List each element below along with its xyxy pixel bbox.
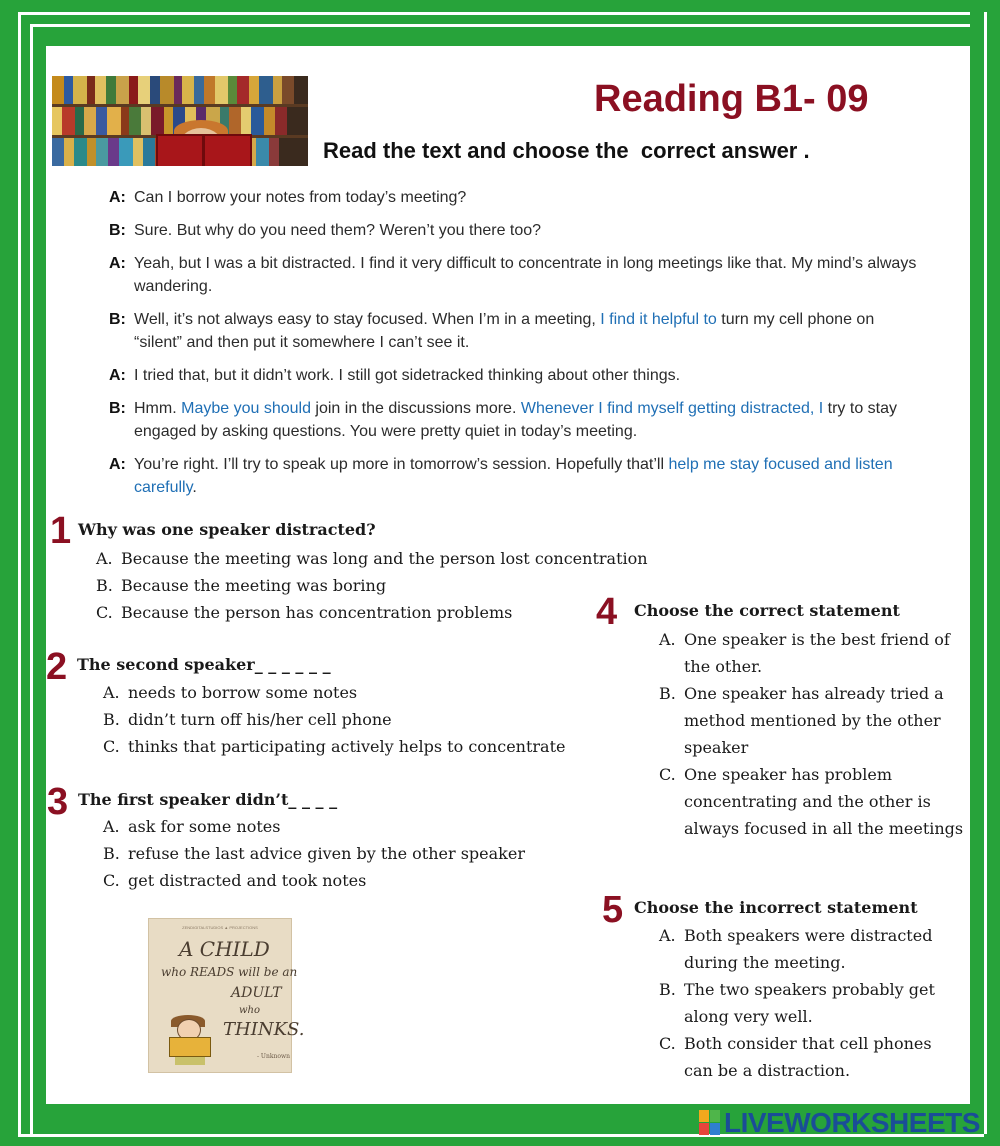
frame-top-bar xyxy=(0,0,1000,46)
option-text: didn’t turn off his/her cell phone xyxy=(128,710,392,729)
poster-line5: THINKS. xyxy=(223,1019,305,1040)
red-book xyxy=(156,134,252,166)
dialogue-fragment: . xyxy=(192,479,197,496)
poster-small-text: ZENDIGITALSTUDIOS ▲ PROJECTIONS xyxy=(182,925,258,930)
dialogue-line xyxy=(109,308,919,354)
dialogue-fragment: Sure. But why do you need them? Weren’t you there too? xyxy=(134,222,542,239)
option-text: Both consider that cell phones can be a distraction. xyxy=(684,1034,932,1080)
dialogue-fragment: I tried that, but it didn’t work. I still got sidetracked thinking about other things. xyxy=(134,367,681,384)
answer-option[interactable] xyxy=(103,706,623,733)
answer-option[interactable] xyxy=(659,976,949,1030)
frame-left-bar xyxy=(0,0,46,1146)
dialogue-line xyxy=(109,252,919,298)
dialogue-line-text xyxy=(134,364,680,387)
shelf-row xyxy=(52,76,308,104)
dialogue-line-text xyxy=(134,308,919,354)
poster-line4: who xyxy=(239,1005,261,1016)
option-letter: A. xyxy=(659,926,676,945)
poster-line2: who READS will be an xyxy=(161,965,298,979)
option-letter: A. xyxy=(96,549,113,568)
option-text: Both speakers were distracted during the meeting. xyxy=(684,926,933,972)
answer-options xyxy=(103,679,623,760)
option-text: The two speakers probably get along very well. xyxy=(684,980,935,1026)
liveworksheets-mark-icon xyxy=(699,1110,721,1136)
dialogue-line-text xyxy=(134,219,541,242)
bookshelf-reader-image xyxy=(52,76,308,166)
question-text: Choose the correct statement xyxy=(634,601,900,620)
highlighted-phrase: Whenever I find myself getting distracted, I xyxy=(520,400,824,417)
option-text: Because the meeting was boring xyxy=(121,576,387,595)
answer-option[interactable] xyxy=(659,922,949,976)
worksheet-title: Reading B1- 09 xyxy=(594,78,869,120)
question-number: 1 xyxy=(50,510,72,552)
question-number: 4 xyxy=(596,591,618,633)
girl-book-illustration xyxy=(169,1037,211,1057)
answer-options xyxy=(659,626,965,842)
option-letter: C. xyxy=(96,603,113,622)
option-text: thinks that participating actively helps to concentrate xyxy=(128,737,566,756)
poster-line1: A CHILD xyxy=(179,937,270,961)
question-text: The second speaker_ _ _ _ _ _ xyxy=(77,655,331,674)
dialogue-line xyxy=(109,364,919,387)
option-text: One speaker is the best friend of the other. xyxy=(684,630,950,676)
option-text: refuse the last advice given by the other speaker xyxy=(128,844,525,863)
answer-options xyxy=(659,922,949,1084)
speaker-label: B: xyxy=(109,311,126,328)
dialogue-line xyxy=(109,219,919,242)
dialogue-line-text xyxy=(134,252,919,298)
dialogue-line xyxy=(109,186,919,209)
dialogue-line-text xyxy=(134,397,919,443)
speaker-label: A: xyxy=(109,255,126,272)
answer-option[interactable] xyxy=(103,733,623,760)
question-number: 2 xyxy=(46,646,68,688)
option-letter: C. xyxy=(103,737,120,756)
dialogue-fragment: Well, it’s not always easy to stay focused. When I’m in a meeting, xyxy=(134,311,601,328)
speaker-label: A: xyxy=(109,189,126,206)
frame-inner-line-right xyxy=(984,12,987,1134)
option-text: Because the meeting was long and the person lost concentration xyxy=(121,549,648,568)
answer-option[interactable] xyxy=(659,680,965,761)
option-text: ask for some notes xyxy=(128,817,281,836)
option-letter: A. xyxy=(103,683,120,702)
dialogue-fragment: Can I borrow your notes from today’s meeting? xyxy=(134,189,467,206)
instruction-text: Read the text and choose the correct answer . xyxy=(323,138,810,163)
option-letter: C. xyxy=(659,765,676,784)
dialogue-fragment: turn my cell phone on “silent” and then put it somewhere I can’t see it. xyxy=(134,311,875,351)
option-letter: C. xyxy=(103,871,120,890)
option-text: needs to borrow some notes xyxy=(128,683,358,702)
answer-option[interactable] xyxy=(103,867,623,894)
question-text: Why was one speaker distracted? xyxy=(78,520,376,539)
dialogue-fragment: You’re right. I’ll try to speak up more in tomorrow’s session. Hopefully that’ll xyxy=(134,456,669,473)
dialogue-fragment: try to stay engaged by asking questions. You were pretty quiet in today’s meeting. xyxy=(134,400,897,440)
option-letter: A. xyxy=(659,630,676,649)
option-text: One speaker has problem concentrating and the other is always focused in all the meetings xyxy=(684,765,964,838)
frame-inner-line-top2 xyxy=(30,24,970,27)
frame-inner-line-left2 xyxy=(30,24,33,1134)
dialogue-line-text xyxy=(134,186,466,209)
speaker-label: A: xyxy=(109,367,126,384)
liveworksheets-logo[interactable] xyxy=(699,1108,980,1138)
highlighted-phrase: Maybe you should xyxy=(181,400,311,417)
option-text: Because the person has concentration problems xyxy=(121,603,513,622)
answer-option[interactable] xyxy=(103,813,623,840)
option-letter: B. xyxy=(103,844,120,863)
answer-options xyxy=(103,813,623,894)
dialogue-line-text xyxy=(134,453,919,499)
answer-option[interactable] xyxy=(103,840,623,867)
option-letter: B. xyxy=(103,710,120,729)
option-letter: A. xyxy=(103,817,120,836)
answer-option[interactable] xyxy=(659,1030,949,1084)
question-number: 5 xyxy=(602,889,624,931)
poster-author: - Unknown xyxy=(257,1053,290,1060)
liveworksheets-brand-text: LIVEWORKSHEETS xyxy=(724,1107,980,1138)
option-letter: B. xyxy=(659,980,676,999)
highlighted-phrase: I find it helpful to xyxy=(600,311,717,328)
answer-option[interactable] xyxy=(659,761,965,842)
answer-option[interactable] xyxy=(103,679,623,706)
answer-option[interactable] xyxy=(659,626,965,680)
question-number: 3 xyxy=(47,781,69,823)
answer-option[interactable] xyxy=(96,545,696,572)
option-letter: B. xyxy=(659,684,676,703)
speaker-label: A: xyxy=(109,456,126,473)
frame-inner-line-left xyxy=(18,12,21,1134)
dialogue-fragment: join in the discussions more. xyxy=(310,400,521,417)
dialogue-fragment: Hmm. xyxy=(134,400,182,417)
dialogue-line xyxy=(109,453,919,499)
dialogue-line xyxy=(109,397,919,443)
option-letter: C. xyxy=(659,1034,676,1053)
option-letter: B. xyxy=(96,576,113,595)
highlighted-phrase: help me stay focused and listen carefully xyxy=(134,456,893,496)
poster-line3: ADULT xyxy=(231,985,282,1001)
child-reads-poster xyxy=(148,918,305,1073)
question-text: The first speaker didn’t_ _ _ _ xyxy=(78,790,338,809)
option-text: One speaker has already tried a method mentioned by the other speaker xyxy=(684,684,944,757)
dialogue-text xyxy=(109,186,919,509)
option-text: get distracted and took notes xyxy=(128,871,367,890)
speaker-label: B: xyxy=(109,222,126,239)
frame-inner-line-top xyxy=(18,12,970,15)
dialogue-fragment: Yeah, but I was a bit distracted. I find it very difficult to concentrate in long meetings like that. My mind’s always wandering. xyxy=(134,255,917,295)
speaker-label: B: xyxy=(109,400,126,417)
question-text: Choose the incorrect statement xyxy=(634,898,918,917)
